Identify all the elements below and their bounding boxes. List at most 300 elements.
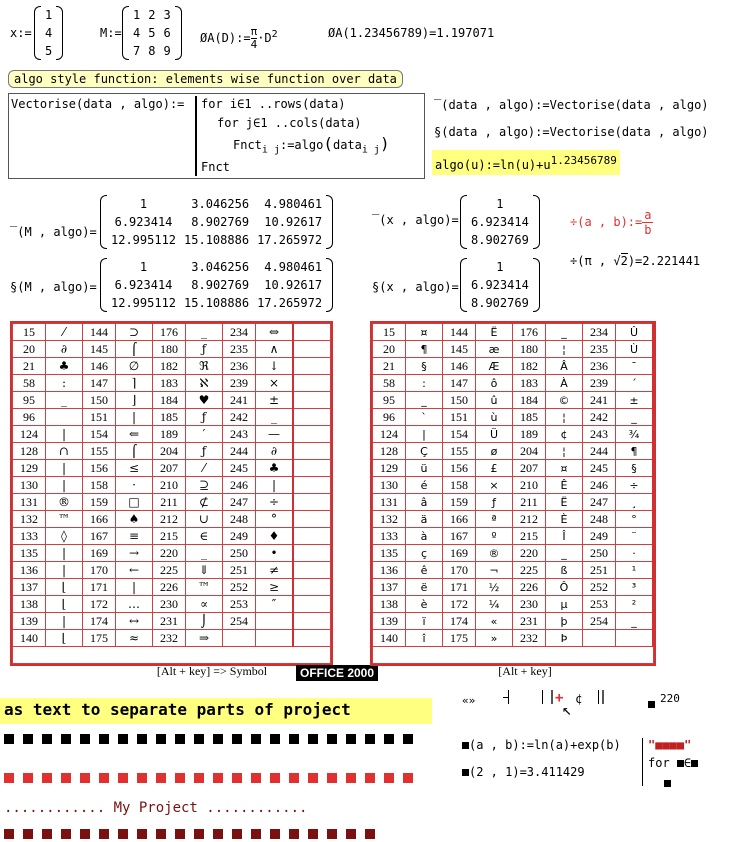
algo-function-def[interactable]	[432, 150, 620, 175]
square-function-eval[interactable]	[462, 765, 585, 779]
char-code-cell: 252	[583, 579, 616, 596]
char-code-cell: 156	[443, 460, 476, 477]
char-glyph-cell: ä	[406, 511, 443, 528]
banner-text[interactable]: as text to separate parts of project	[4, 700, 351, 719]
separator-square	[118, 773, 128, 783]
separator-square	[403, 734, 413, 744]
empty-cell	[293, 409, 331, 426]
char-glyph-cell: ♣	[46, 358, 83, 375]
char-code-cell: 15	[13, 324, 46, 341]
separator-square	[232, 734, 242, 744]
overline-m-result[interactable]	[100, 195, 333, 249]
fraction-numerator: π	[250, 25, 258, 38]
char-code-cell: 172	[443, 596, 476, 613]
char-glyph-cell: Ç	[406, 443, 443, 460]
char-code-cell: 225	[153, 562, 186, 579]
table-row	[373, 477, 654, 494]
vectorise-program-block[interactable]	[8, 93, 425, 179]
char-code-cell: 129	[13, 460, 46, 477]
char-glyph-cell: þ	[546, 613, 583, 630]
char-code-cell: 136	[373, 562, 406, 579]
char-code-cell: 167	[83, 528, 116, 545]
char-glyph-cell: Û	[616, 324, 654, 341]
char-glyph-cell: _	[186, 545, 223, 562]
char-code-cell: 128	[13, 443, 46, 460]
char-glyph-cell: ¬	[476, 562, 513, 579]
char-code-cell: 220	[513, 545, 546, 562]
char-code-cell: 137	[13, 579, 46, 596]
char-code-cell: 244	[583, 443, 616, 460]
char-glyph-cell: ¨	[616, 528, 654, 545]
char-code-cell: 151	[83, 409, 116, 426]
char-glyph-cell: _	[186, 324, 223, 341]
char-code-cell: 241	[583, 392, 616, 409]
char-glyph-cell: ↔	[116, 613, 153, 630]
square-name-icon-2	[462, 769, 469, 776]
separator-square	[232, 829, 242, 839]
separator-square	[251, 734, 261, 744]
separator-square	[156, 773, 166, 783]
char-glyph-cell: |	[406, 426, 443, 443]
char-glyph-cell: ∅	[116, 358, 153, 375]
char-code-cell: 180	[153, 341, 186, 358]
char-code-cell: 232	[513, 630, 546, 647]
char-code-cell: 138	[13, 596, 46, 613]
table-row	[13, 562, 331, 579]
char-code-cell: 21	[373, 358, 406, 375]
char-glyph-cell: ¸	[616, 494, 654, 511]
table-row	[373, 375, 654, 392]
char-glyph-cell: ⌡	[186, 613, 223, 630]
char-code-cell: 136	[13, 562, 46, 579]
char-glyph-cell: ¤	[406, 324, 443, 341]
result-cell: 10.92617	[264, 278, 323, 292]
table-row	[13, 392, 331, 409]
char-code-cell: 212	[153, 511, 186, 528]
char-glyph-cell: «	[476, 613, 513, 630]
char-code-cell: 146	[443, 358, 476, 375]
result-cell: 15.108886	[184, 233, 250, 247]
char-glyph-cell: §	[616, 460, 654, 477]
char-code-cell: 242	[223, 409, 256, 426]
char-glyph-cell: □	[116, 494, 153, 511]
char-code-cell: 159	[83, 494, 116, 511]
table-row	[373, 494, 654, 511]
square-function-def[interactable]	[462, 738, 621, 752]
char-glyph-cell: ⊄	[186, 494, 223, 511]
char-code-cell: 231	[153, 613, 186, 630]
symbol-table-footer: [Alt + key] => Symbol	[156, 664, 268, 678]
char-glyph-cell: _	[616, 613, 654, 630]
separator-square	[42, 773, 52, 783]
char-glyph-cell: é	[406, 477, 443, 494]
separator-square	[4, 734, 14, 744]
char-glyph-cell: ½	[476, 579, 513, 596]
char-glyph-cell: ⁄	[46, 324, 83, 341]
table-row	[373, 324, 654, 341]
result-cell: 6.923414	[114, 278, 173, 292]
separator-square	[346, 734, 356, 744]
separator-square	[346, 773, 356, 783]
char-glyph-cell: Ë	[476, 324, 513, 341]
char-glyph-cell: ·	[616, 545, 654, 562]
char-code-cell: 176	[153, 324, 186, 341]
char-glyph-cell: ∧	[256, 341, 294, 358]
for-keyword: for	[648, 756, 670, 770]
char-code-cell: 225	[513, 562, 546, 579]
char-code-cell: 251	[223, 562, 256, 579]
char-glyph-cell: ⌊	[46, 596, 83, 613]
char-glyph-cell: è	[406, 596, 443, 613]
char-code-cell: 175	[443, 630, 476, 647]
placeholder-square-1	[677, 760, 684, 767]
char-glyph-cell: |	[46, 477, 83, 494]
x-vector[interactable]	[34, 6, 63, 60]
char-code-cell: 207	[513, 460, 546, 477]
separator-square	[137, 829, 147, 839]
char-glyph-cell	[256, 613, 294, 630]
char-code-cell: 129	[373, 460, 406, 477]
program-line-1: for i∈1 ..rows(data)	[201, 97, 346, 111]
for-loop-stub[interactable]	[648, 756, 698, 770]
char-code-cell: 183	[153, 375, 186, 392]
separator-square	[99, 773, 109, 783]
char-code-cell: 234	[583, 324, 616, 341]
char-code-cell: 182	[153, 358, 186, 375]
char-code-cell: 189	[513, 426, 546, 443]
overline-function-def[interactable]: ‾(data , algo):=Vectorise(data , algo)	[434, 98, 709, 112]
empty-cell	[293, 324, 331, 341]
result-cell: 8.902769	[191, 278, 250, 292]
char-glyph-cell: ⊇	[186, 477, 223, 494]
char-code-cell: 144	[443, 324, 476, 341]
char-code-cell: 241	[223, 392, 256, 409]
div-denominator: b	[644, 223, 652, 237]
char-code-cell: 215	[153, 528, 186, 545]
char-code-cell: 204	[153, 443, 186, 460]
black-separator-bar	[4, 733, 422, 743]
char-code-cell: 155	[443, 443, 476, 460]
char-glyph-cell: ù	[476, 409, 513, 426]
char-glyph-cell: ∂	[256, 443, 294, 460]
char-code-cell: 232	[153, 630, 186, 647]
section-function-def[interactable]: §(data , algo):=Vectorise(data , algo)	[434, 125, 709, 139]
table-row	[13, 494, 331, 511]
char-glyph-cell: ∩	[46, 443, 83, 460]
result-cell: 6.923414	[471, 278, 529, 292]
separator-square	[213, 773, 223, 783]
empty-cell	[293, 596, 331, 613]
char-code-cell: 171	[83, 579, 116, 596]
char-glyph-cell: ê	[406, 562, 443, 579]
char-code-cell: 130	[13, 477, 46, 494]
char-code-cell: 243	[583, 426, 616, 443]
char-glyph-cell: ♣	[256, 460, 294, 477]
char-glyph-cell: £	[476, 460, 513, 477]
table-row	[13, 341, 331, 358]
section-x-result[interactable]	[460, 258, 540, 312]
char-glyph-cell: _	[546, 324, 583, 341]
separator-square	[80, 734, 90, 744]
m-matrix[interactable]	[122, 6, 182, 60]
program-left-bar	[642, 738, 643, 786]
char-glyph-cell: ¦	[546, 443, 583, 460]
division-function-def[interactable]	[570, 208, 653, 237]
result-cell: 3.046256	[191, 260, 250, 274]
char-code-cell: 166	[443, 511, 476, 528]
char-code-cell: 169	[443, 545, 476, 562]
empty-cell	[293, 375, 331, 392]
div-eval-lhs: ÷(π ,	[570, 254, 614, 268]
char-code-cell: 15	[373, 324, 406, 341]
my-project-title[interactable]: ............ My Project ............	[4, 800, 308, 816]
char-glyph-cell: ⌊	[46, 630, 83, 647]
char-glyph-cell: ¾	[616, 426, 654, 443]
char-code-cell: 182	[513, 358, 546, 375]
char-code-cell: 96	[13, 409, 46, 426]
char-glyph-cell: :	[406, 375, 443, 392]
char-glyph-cell: ≡	[116, 528, 153, 545]
char-glyph-cell: _	[616, 409, 654, 426]
table-row	[13, 375, 331, 392]
char-glyph-cell: ë	[406, 579, 443, 596]
char-glyph-cell: ∈	[186, 528, 223, 545]
separator-square	[308, 773, 318, 783]
matrix-cell: 4	[45, 26, 53, 40]
separator-square	[327, 773, 337, 783]
char-code-cell: 130	[373, 477, 406, 494]
result-cell: 8.902769	[191, 215, 250, 229]
char-code-cell: 246	[223, 477, 256, 494]
char-code-cell: 133	[373, 528, 406, 545]
char-code-cell: 155	[83, 443, 116, 460]
separator-square	[156, 734, 166, 744]
matrix-cell: 3	[163, 8, 171, 22]
char-code-cell: 158	[83, 477, 116, 494]
char-glyph-cell: µ	[546, 596, 583, 613]
char-code-cell: 150	[83, 392, 116, 409]
separator-square	[4, 773, 14, 783]
char-code-cell: 154	[83, 426, 116, 443]
separator-square	[61, 773, 71, 783]
fnct-subscript: i j	[261, 144, 280, 156]
char-glyph-cell: Ü	[476, 426, 513, 443]
char-glyph-cell	[46, 409, 83, 426]
char-code-cell: 95	[13, 392, 46, 409]
char-code-cell: 133	[13, 528, 46, 545]
char-code-cell: 253	[583, 596, 616, 613]
char-code-cell: 170	[443, 562, 476, 579]
separator-square	[99, 829, 109, 839]
char-glyph-cell: À	[546, 375, 583, 392]
plus-icon[interactable]: +	[555, 690, 564, 706]
table-row	[13, 460, 331, 477]
char-glyph-cell: ®	[46, 494, 83, 511]
char-code-cell: 242	[583, 409, 616, 426]
char-code-cell: 247	[583, 494, 616, 511]
separator-square	[251, 829, 261, 839]
char-code-cell: 176	[513, 324, 546, 341]
char-glyph-cell: Â	[546, 358, 583, 375]
char-code-cell: 174	[443, 613, 476, 630]
symbol-font-table[interactable]	[10, 321, 333, 666]
overline-m-lhs: ‾(M , algo)=	[10, 225, 97, 239]
char-glyph-cell: ≈	[116, 630, 153, 647]
table-row	[13, 477, 331, 494]
char-glyph-cell: |	[46, 460, 83, 477]
char-glyph-cell: ≠	[256, 562, 294, 579]
char-code-cell: 245	[583, 460, 616, 477]
char-glyph-cell: ∪	[186, 511, 223, 528]
table-row	[373, 613, 654, 630]
table-row	[13, 613, 331, 630]
algo-def-text: algo(u):=ln(u)+u	[435, 158, 551, 172]
div-eval-rhs: )=2.221441	[627, 254, 701, 268]
char-code-cell: 236	[223, 358, 256, 375]
char-code-cell: 58	[373, 375, 406, 392]
char-glyph-cell: ⌉	[116, 375, 153, 392]
char-glyph-cell: Ô	[546, 579, 583, 596]
table-row	[13, 426, 331, 443]
result-cell: 1	[496, 197, 504, 211]
matrix-cell: 5	[148, 26, 156, 40]
algo-def-exponent: 1.23456789	[550, 154, 617, 167]
empty-cell	[293, 477, 331, 494]
char-glyph-cell: ♥	[186, 392, 223, 409]
table-row	[373, 596, 654, 613]
empty-cell	[293, 545, 331, 562]
separator-square	[289, 773, 299, 783]
program-line-2: for j∈1 ..cols(data)	[217, 116, 362, 130]
placeholder-square-2	[691, 760, 698, 767]
char-glyph-cell: ·	[116, 477, 153, 494]
char-code-cell: 139	[13, 613, 46, 630]
char-glyph-cell: ÷	[616, 477, 654, 494]
char-code-cell: 132	[373, 511, 406, 528]
separator-square	[403, 773, 413, 783]
m-definition-label: M:=	[100, 26, 122, 40]
program-lhs: Vectorise(data , algo):=	[11, 97, 185, 111]
char-glyph-cell: ©	[546, 392, 583, 409]
char-code-cell: 254	[583, 613, 616, 630]
result-cell: 10.92617	[264, 215, 323, 229]
char-glyph-cell: ∝	[186, 596, 223, 613]
separator-square	[137, 734, 147, 744]
table-row	[373, 443, 654, 460]
char-code-cell: 150	[443, 392, 476, 409]
char-code-cell: 151	[443, 409, 476, 426]
char-glyph-cell: Æ	[476, 358, 513, 375]
superscript-220: 220	[660, 692, 680, 705]
char-glyph-cell: ª	[476, 511, 513, 528]
separator-square	[365, 734, 375, 744]
matrix-cell: 4	[133, 26, 141, 40]
mouse-pointer-icon: ↖	[562, 700, 572, 719]
table-row	[373, 392, 654, 409]
quoted-squares[interactable]: "■■■■"	[648, 738, 692, 752]
matrix-cell: 1	[45, 8, 53, 22]
char-code-cell: 169	[83, 545, 116, 562]
char-glyph-cell: _	[546, 545, 583, 562]
division-evaluation[interactable]	[570, 254, 700, 268]
program-line-3: Fnct$_{i j}$:=algo(data$_{i j}$)	[233, 134, 390, 156]
char-code-cell: 147	[443, 375, 476, 392]
char-glyph-cell: |	[46, 562, 83, 579]
char-code-cell: 215	[513, 528, 546, 545]
char-code-cell: 144	[83, 324, 116, 341]
sqrt-arg: 2	[620, 254, 628, 268]
char-code-cell: 226	[153, 579, 186, 596]
char-code-cell: 234	[223, 324, 256, 341]
char-code-cell: 250	[223, 545, 256, 562]
guillemet-chars: «»	[462, 694, 476, 707]
char-glyph-cell: ⇔	[256, 324, 294, 341]
overline-x-result[interactable]	[460, 195, 540, 249]
char-glyph-cell: ″	[256, 596, 294, 613]
char-code-cell: 212	[513, 511, 546, 528]
char-glyph-cell: ′	[186, 426, 223, 443]
char-code-cell: 135	[373, 545, 406, 562]
char-code-cell	[583, 630, 616, 647]
char-glyph-cell: ♠	[116, 511, 153, 528]
char-code-cell: 226	[513, 579, 546, 596]
char-glyph-cell: ¦	[546, 409, 583, 426]
char-glyph-cell: à	[406, 528, 443, 545]
char-glyph-cell: î	[406, 630, 443, 647]
area-function-definition[interactable]	[200, 26, 278, 51]
char-code-cell: 180	[513, 341, 546, 358]
fraction-denominator: 4	[250, 38, 258, 51]
separator-square	[365, 829, 375, 839]
char-glyph-cell: ×	[476, 477, 513, 494]
separator-square	[289, 734, 299, 744]
result-cell: 4.980461	[264, 197, 323, 211]
empty-cell	[293, 494, 331, 511]
area-evaluation[interactable]: ØA(1.23456789)=1.197071	[328, 26, 495, 40]
x-definition-label: x:=	[10, 26, 32, 40]
char-glyph-cell: û	[476, 392, 513, 409]
table-row	[13, 579, 331, 596]
char-code-cell: 230	[513, 596, 546, 613]
table-row	[373, 409, 654, 426]
separator-square	[194, 773, 204, 783]
table-row	[13, 630, 331, 647]
char-glyph-cell: …	[116, 596, 153, 613]
char-code-cell: 236	[583, 358, 616, 375]
char-code-cell: 247	[223, 494, 256, 511]
algo-style-comment[interactable]: algo style function: elements wise function over data	[8, 70, 403, 88]
separator-square	[118, 829, 128, 839]
char-code-cell: 145	[443, 341, 476, 358]
office-2000-label: OFFICE 2000	[296, 665, 378, 681]
char-code-cell: 174	[83, 613, 116, 630]
empty-cell	[293, 511, 331, 528]
char-glyph-cell: ç	[406, 545, 443, 562]
placeholder-square-3	[664, 776, 671, 790]
separator-square	[23, 773, 33, 783]
office-charset-table[interactable]	[370, 321, 656, 666]
char-glyph-cell: |	[256, 477, 294, 494]
result-cell: 1	[496, 260, 504, 274]
separator-square	[80, 829, 90, 839]
section-m-result[interactable]	[100, 258, 333, 312]
separator-square	[213, 829, 223, 839]
char-glyph-cell: →	[116, 545, 153, 562]
separator-square	[194, 734, 204, 744]
char-glyph-cell: æ	[476, 341, 513, 358]
char-glyph-cell: ƒ	[476, 494, 513, 511]
table-row	[13, 545, 331, 562]
